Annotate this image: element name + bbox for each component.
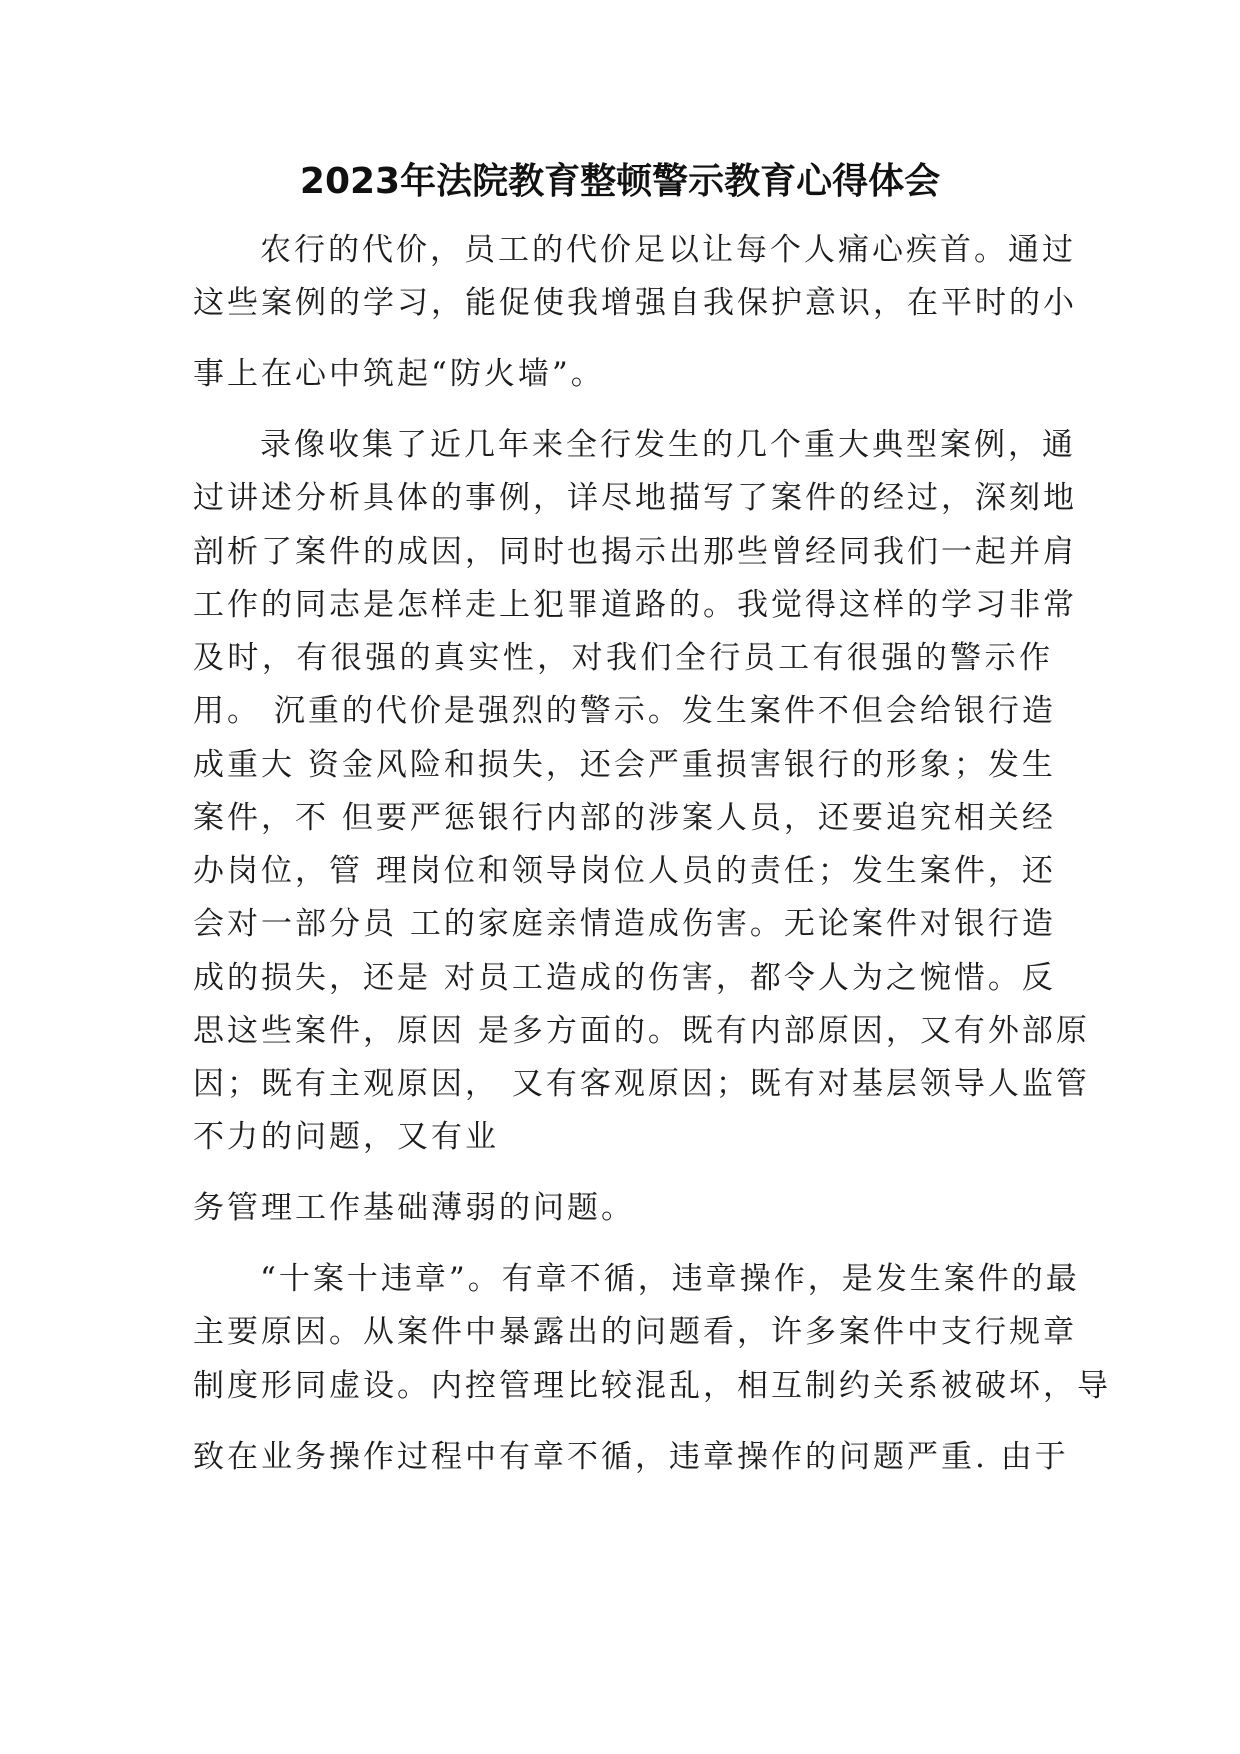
text-line: “十案十违章”。有章不循，违章操作，是发生案件的最: [260, 1261, 1080, 1297]
text-line: 事上在心中筑起“防火墙”。: [193, 356, 605, 392]
text-line: 案件，不 但要严惩银行内部的涉案人员，还要追究相关经: [193, 800, 1056, 836]
text-line: 及时，有很强的真实性，对我们全行员工有很强的警示作: [193, 640, 1053, 676]
text-line: 主要原因。从案件中暴露出的问题看，许多案件中支行规章: [193, 1314, 1077, 1350]
text-line: 不力的问题，又有业: [193, 1119, 499, 1155]
text-line: 剖析了案件的成因，同时也揭示出那些曾经同我们一起并肩: [193, 534, 1077, 570]
text-line: 务管理工作基础薄弱的问题。: [193, 1190, 635, 1226]
text-line: 制度形同虚设。内控管理比较混乱，相互制约关系被破坏，导: [193, 1368, 1111, 1404]
text-line: 会对一部分员 工的家庭亲情造成伤害。无论案件对银行造: [193, 906, 1056, 942]
text-line: 成的损失，还是 对员工造成的伤害，都令人为之惋惜。反: [193, 960, 1056, 996]
text-line: 办岗位，管 理岗位和领导岗位人员的责任；发生案件，还: [193, 853, 1056, 889]
text-line: 成重大 资金风险和损失，还会严重损害银行的形象；发生: [193, 747, 1056, 783]
text-line: 过讲述分析具体的事例，详尽地描写了案件的经过，深刻地: [193, 480, 1077, 516]
text-line: 这些案例的学习，能促使我增强自我保护意识，在平时的小: [193, 285, 1077, 321]
text-line: 农行的代价，员工的代价足以让每个人痛心疾首。通过: [260, 232, 1076, 268]
document-title: 2023年法院教育整顿警示教育心得体会: [299, 161, 941, 202]
text-line: 致在业务操作过程中有章不循，违章操作的问题严重. 由于: [193, 1439, 1069, 1475]
text-line: 录像收集了近几年来全行发生的几个重大典型案例，通: [260, 427, 1076, 463]
text-line: 工作的同志是怎样走上犯罪道路的。我觉得这样的学习非常: [193, 587, 1077, 623]
text-line: 用。 沉重的代价是强烈的警示。发生案件不但会给银行造: [193, 693, 1056, 729]
text-line: 思这些案件，原因 是多方面的。既有内部原因，又有外部原: [193, 1013, 1090, 1049]
text-line: 因；既有主观原因， 又有客观原因；既有对基层领导人监管: [193, 1066, 1090, 1102]
